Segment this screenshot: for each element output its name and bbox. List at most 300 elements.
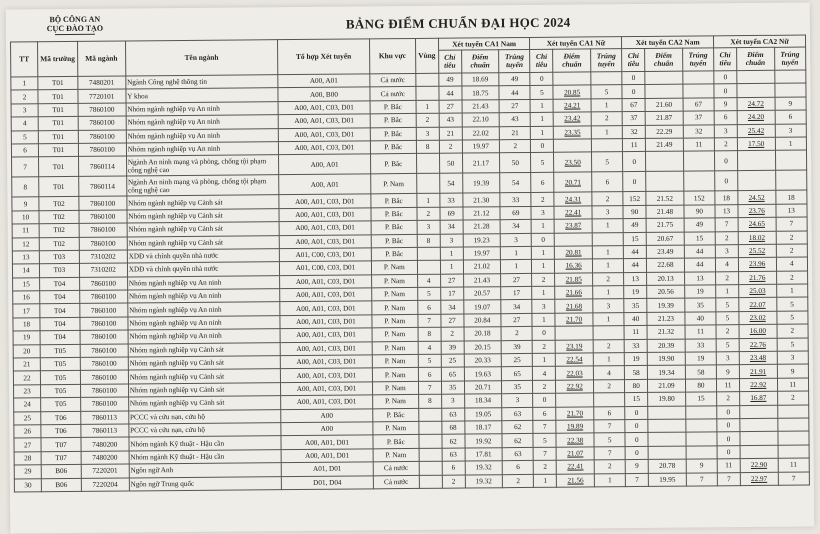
cell-chi-tieu: 35 [441, 381, 464, 395]
cell-chi-tieu: 15 [625, 393, 648, 407]
cell-chi-tieu: 2 [533, 340, 556, 354]
cell-chi-tieu: 44 [624, 245, 647, 259]
cell-ma-nganh: 7860113 [80, 411, 128, 425]
cell-trung-tuyen [591, 72, 622, 86]
cell-ma-truong: T01 [39, 143, 79, 157]
cell-chi-tieu: 6 [531, 173, 554, 193]
cell-diem-chuan: 23.35 [554, 125, 592, 139]
cell-khu-vuc: P. Nam [372, 288, 418, 302]
cell-chi-tieu: 0 [714, 71, 737, 85]
cell-trung-tuyen: 11 [683, 138, 714, 152]
cell-to-hop: A00, A01, C03, D01 [280, 368, 372, 382]
cell-chi-tieu: 1 [531, 126, 554, 140]
cell-trung-tuyen: 63 [502, 447, 533, 461]
group-ca2-nam: Xét tuyển CA2 Nam [622, 36, 714, 49]
cell-diem-chuan: 18.17 [464, 421, 502, 435]
cell-ma-truong: T02 [39, 224, 79, 238]
cell-vung [416, 87, 439, 101]
cell-trung-tuyen: 69 [500, 206, 531, 220]
subcol-chi-tieu: Chỉ tiêu [530, 49, 553, 72]
cell-ma-truong: T01 [38, 76, 78, 90]
col-vung: Vùng [415, 38, 438, 73]
cell-trung-tuyen [686, 446, 717, 460]
cell-to-hop: A00, A01, D01 [281, 449, 373, 463]
cell-tt: 11 [12, 224, 39, 238]
cell-diem-chuan: 19.95 [648, 473, 686, 487]
cell-trung-tuyen: 3 [777, 351, 809, 365]
subcol-diem-chuan: Điểm chuẩn [645, 48, 683, 71]
cell-chi-tieu: 50 [439, 153, 462, 173]
cell-diem-chuan: 24.72 [737, 97, 775, 111]
cell-trung-tuyen: 62 [502, 420, 533, 434]
cell-ma-truong: T01 [38, 130, 78, 144]
cell-tt: 4 [11, 117, 38, 131]
cell-ma-truong: T05 [41, 398, 81, 412]
cell-diem-chuan: 21.43 [463, 273, 501, 287]
subcol-trung-tuyen: Trúng tuyển [499, 49, 530, 72]
cell-ten-nganh: XDĐ và chính quyền nhà nước [127, 249, 279, 264]
cell-chi-tieu: 0 [622, 85, 645, 99]
cell-chi-tieu: 0 [714, 84, 737, 98]
cell-chi-tieu: 0 [623, 172, 646, 192]
cell-chi-tieu: 58 [625, 366, 648, 380]
cell-vung [418, 408, 441, 422]
cell-trung-tuyen [686, 432, 717, 446]
cell-diem-chuan [737, 84, 775, 98]
cell-ten-nganh: Nhóm ngành nghiệp vụ An ninh [126, 101, 278, 116]
cell-chi-tieu: 67 [622, 98, 645, 112]
subcol-diem-chuan: Điểm chuẩn [553, 49, 591, 72]
cell-ma-truong: T02 [39, 197, 79, 211]
cell-vung [416, 73, 439, 87]
cell-ma-truong: T06 [41, 411, 81, 425]
cell-ten-nganh: Nhóm ngành nghiệp vụ Cảnh sát [128, 342, 280, 357]
cell-ma-truong: T02 [39, 237, 79, 251]
cell-diem-chuan: 21.02 [463, 260, 501, 274]
cell-ma-truong: T04 [40, 290, 80, 304]
cell-diem-chuan: 21.76 [739, 271, 777, 285]
cell-chi-tieu: 0 [715, 151, 738, 171]
cell-trung-tuyen: 2 [501, 327, 532, 341]
cell-chi-tieu: 17 [440, 287, 463, 301]
cell-trung-tuyen [683, 151, 714, 171]
cell-khu-vuc: P. Nam [371, 274, 417, 288]
cell-chi-tieu: 1 [532, 286, 555, 300]
cell-to-hop: A00, A01, C03, D01 [279, 208, 371, 222]
cell-to-hop: A00, B00 [278, 87, 370, 101]
cell-chi-tieu: 13 [624, 272, 647, 286]
cell-to-hop: A00 [281, 422, 373, 436]
cell-khu-vuc: P. Bắc [370, 127, 416, 141]
cell-chi-tieu: 1 [716, 285, 739, 299]
cell-ma-nganh: 7720101 [78, 89, 126, 103]
cell-diem-chuan: 20.67 [646, 232, 684, 246]
cell-chi-tieu: 11 [623, 138, 646, 152]
cell-ten-nganh: Ngôn ngữ Trung quốc [129, 476, 281, 491]
cell-ten-nganh: XDĐ và chính quyền nhà nước [127, 262, 279, 277]
cell-chi-tieu: 35 [624, 299, 647, 313]
cell-chi-tieu: 2 [531, 193, 554, 207]
group-ca2-nu: Xét tuyển CA2 Nữ [714, 35, 806, 48]
col-ma-nganh: Mã ngành [77, 41, 125, 76]
cell-tt: 20 [13, 344, 40, 358]
cell-trung-tuyen [774, 70, 806, 84]
cell-to-hop: A00, A01, C03, D01 [280, 301, 372, 315]
cell-chi-tieu: 3 [532, 300, 555, 314]
cell-ten-nganh: Y khoa [126, 88, 278, 103]
cell-trung-tuyen: 1 [776, 284, 808, 298]
cell-diem-chuan [554, 139, 592, 153]
cell-vung: 8 [416, 140, 439, 154]
cell-vung: 2 [417, 207, 440, 221]
cell-trung-tuyen: 44 [684, 245, 715, 259]
cell-diem-chuan: 24.21 [553, 99, 591, 113]
cell-chi-tieu: 2 [716, 271, 739, 285]
cell-chi-tieu: 7 [715, 218, 738, 232]
cell-vung [419, 421, 442, 435]
cell-tt: 12 [12, 237, 39, 251]
cell-trung-tuyen: 2 [777, 324, 809, 338]
cell-chi-tieu: 11 [717, 459, 740, 473]
cell-diem-chuan: 19.92 [465, 434, 503, 448]
cell-chi-tieu: 1 [532, 246, 555, 260]
cell-diem-chuan: 20.78 [648, 459, 686, 473]
cell-trung-tuyen: 90 [684, 205, 715, 219]
cell-chi-tieu: 2 [442, 475, 465, 489]
cell-diem-chuan [740, 405, 778, 419]
cell-chi-tieu: 25 [441, 354, 464, 368]
cell-diem-chuan: 22.41 [557, 460, 595, 474]
cell-tt: 7 [12, 157, 39, 177]
cell-chi-tieu: 5 [716, 311, 739, 325]
cell-diem-chuan: 21.68 [555, 299, 593, 313]
cell-diem-chuan: 20.33 [464, 354, 502, 368]
cell-diem-chuan: 20.39 [647, 339, 685, 353]
cell-ma-nganh: 7860114 [78, 176, 126, 196]
cell-diem-chuan: 20.85 [553, 85, 591, 99]
cell-ma-nganh: 7860100 [79, 196, 127, 210]
subcol-chi-tieu: Chỉ tiêu [438, 50, 461, 73]
cell-trung-tuyen: 4 [593, 366, 624, 380]
cell-tt: 14 [12, 264, 39, 278]
cell-ma-nganh: 7860113 [81, 424, 129, 438]
cell-vung: 6 [418, 368, 441, 382]
cell-trung-tuyen: 80 [685, 379, 716, 393]
cell-trung-tuyen: 3 [502, 394, 533, 408]
cell-chi-tieu: 32 [623, 125, 646, 139]
cell-trung-tuyen: 1 [501, 260, 532, 274]
cell-vung: 2 [416, 113, 439, 127]
cell-chi-tieu: 5 [716, 338, 739, 352]
cell-chi-tieu: 1 [533, 353, 556, 367]
cell-diem-chuan [648, 419, 686, 433]
cell-trung-tuyen [777, 418, 809, 432]
cell-chi-tieu: 49 [623, 219, 646, 233]
cell-diem-chuan: 24.52 [738, 191, 776, 205]
cell-trung-tuyen: 25 [501, 353, 532, 367]
cell-diem-chuan: 23.50 [554, 152, 592, 172]
cell-diem-chuan: 19.39 [647, 299, 685, 313]
cell-diem-chuan: 25.52 [738, 244, 776, 258]
cell-trung-tuyen: 27 [499, 99, 530, 113]
cell-trung-tuyen: 2 [593, 379, 624, 393]
cell-diem-chuan [740, 418, 778, 432]
cell-vung [419, 461, 442, 475]
cell-chi-tieu: 2 [533, 380, 556, 394]
cell-chi-tieu: 33 [440, 193, 463, 207]
cell-diem-chuan: 21.85 [555, 273, 593, 287]
cell-chi-tieu: 152 [623, 192, 646, 206]
cell-vung [417, 247, 440, 261]
cell-diem-chuan: 21.66 [555, 286, 593, 300]
cell-chi-tieu: 34 [440, 220, 463, 234]
cell-chi-tieu: 62 [442, 434, 465, 448]
cell-diem-chuan: 19.39 [462, 173, 500, 193]
cell-tt: 13 [12, 251, 39, 265]
cell-to-hop: A00, A01, C03, D01 [280, 355, 372, 369]
cell-trung-tuyen: 13 [775, 204, 807, 218]
cell-diem-chuan: 21.52 [646, 191, 684, 205]
cell-tt: 27 [14, 438, 41, 452]
cell-trung-tuyen: 3 [500, 233, 531, 247]
cell-diem-chuan: 22.41 [554, 206, 592, 220]
cell-chi-tieu: 11 [624, 326, 647, 340]
cell-ten-nganh: Nhóm ngành nghiệp vụ Cảnh sát [128, 382, 280, 397]
cell-diem-chuan: 21.28 [463, 220, 501, 234]
cell-ma-truong: T06 [41, 424, 81, 438]
cell-ten-nganh: Ngành Công nghệ thông tin [126, 75, 278, 90]
cell-diem-chuan: 23.76 [738, 204, 776, 218]
cell-chi-tieu: 0 [625, 446, 648, 460]
cell-ma-nganh: 7310202 [79, 250, 127, 264]
cell-trung-tuyen [778, 445, 810, 459]
cell-vung [419, 448, 442, 462]
cell-diem-chuan: 20.71 [464, 381, 502, 395]
cell-trung-tuyen: 49 [684, 218, 715, 232]
cell-diem-chuan: 19.80 [648, 392, 686, 406]
cell-chi-tieu: 1 [440, 260, 463, 274]
cell-khu-vuc: P. Bắc [371, 247, 417, 261]
cell-ten-nganh: Nhóm ngành nghiệp vụ Cảnh sát [127, 195, 279, 210]
cell-trung-tuyen: 49 [499, 72, 530, 86]
cell-ma-truong: T01 [38, 117, 78, 131]
cell-khu-vuc: Cả nước [373, 462, 419, 476]
cell-trung-tuyen: 1 [593, 353, 624, 367]
cell-trung-tuyen: 27 [501, 273, 532, 287]
cell-trung-tuyen: 34 [500, 220, 531, 234]
cell-vung: 8 [418, 394, 441, 408]
cell-vung: 8 [418, 327, 441, 341]
cell-trung-tuyen: 1 [592, 219, 623, 233]
cell-trung-tuyen: 1 [591, 125, 622, 139]
cell-diem-chuan: 21.23 [647, 312, 685, 326]
cell-diem-chuan: 16.36 [555, 259, 593, 273]
cell-trung-tuyen [777, 431, 809, 445]
cell-chi-tieu: 1 [532, 219, 555, 233]
cell-ma-nganh: 7860100 [80, 330, 128, 344]
cell-chi-tieu: 1 [532, 260, 555, 274]
cell-trung-tuyen: 2 [593, 339, 624, 353]
cell-trung-tuyen [592, 232, 623, 246]
cell-chi-tieu: 13 [715, 204, 738, 218]
cell-diem-chuan: 18.34 [464, 394, 502, 408]
cell-trung-tuyen: 34 [501, 300, 532, 314]
cell-chi-tieu: 43 [439, 113, 462, 127]
cell-chi-tieu: 3 [715, 245, 738, 259]
cell-diem-chuan [553, 72, 591, 86]
cell-ma-nganh: 7860100 [80, 384, 128, 398]
cell-khu-vuc: P. Nam [372, 368, 418, 382]
cell-trung-tuyen: 39 [501, 340, 532, 354]
cell-chi-tieu: 9 [716, 365, 739, 379]
cell-tt: 15 [13, 277, 40, 291]
cell-trung-tuyen: 6 [502, 461, 533, 475]
cell-trung-tuyen: 58 [685, 365, 716, 379]
cell-ma-truong: T05 [40, 371, 80, 385]
admission-score-table [10, 35, 810, 493]
cell-diem-chuan: 21.17 [462, 153, 500, 173]
cell-trung-tuyen: 6 [775, 110, 807, 124]
cell-khu-vuc: P. Bắc [373, 408, 419, 422]
cell-chi-tieu: 80 [625, 379, 648, 393]
cell-trung-tuyen: 50 [500, 153, 531, 173]
cell-chi-tieu: 44 [624, 259, 647, 273]
cell-vung [417, 261, 440, 275]
cell-trung-tuyen: 7 [778, 472, 810, 486]
cell-diem-chuan [645, 71, 683, 85]
cell-trung-tuyen: 1 [592, 259, 623, 273]
cell-diem-chuan: 22.07 [739, 298, 777, 312]
cell-to-hop: A00, A01, C03, D01 [278, 127, 370, 141]
cell-chi-tieu: 21 [439, 127, 462, 141]
cell-chi-tieu: 6 [714, 111, 737, 125]
cell-vung: 5 [418, 354, 441, 368]
cell-trung-tuyen: 2 [592, 272, 623, 286]
cell-khu-vuc: P. Nam [372, 328, 418, 342]
cell-ten-nganh: Nhóm ngành nghiệp vụ An ninh [127, 289, 279, 304]
cell-tt: 21 [13, 358, 40, 372]
cell-diem-chuan: 25.42 [737, 124, 775, 138]
cell-tt: 22 [13, 371, 40, 385]
cell-diem-chuan: 20.81 [555, 246, 593, 260]
cell-to-hop: A00, A01, C03, D01 [281, 382, 373, 396]
cell-trung-tuyen [775, 150, 807, 170]
cell-tt: 29 [14, 465, 41, 479]
cell-trung-tuyen: 17 [501, 287, 532, 301]
cell-trung-tuyen: 6 [594, 406, 625, 420]
cell-diem-chuan: 23.19 [556, 340, 594, 354]
cell-diem-chuan: 20.56 [647, 285, 685, 299]
cell-ma-nganh: 7860100 [80, 344, 128, 358]
cell-vung: 3 [416, 127, 439, 141]
cell-tt: 10 [12, 210, 39, 224]
cell-chi-tieu: 49 [438, 73, 461, 87]
cell-diem-chuan: 19.05 [464, 407, 502, 421]
issuing-agency [30, 15, 120, 36]
cell-chi-tieu: 34 [440, 301, 463, 315]
cell-to-hop: A00, A01, C03, D01 [280, 288, 372, 302]
cell-trung-tuyen: 2 [776, 271, 808, 285]
cell-diem-chuan: 16.00 [739, 325, 777, 339]
cell-diem-chuan: 19.89 [556, 420, 594, 434]
cell-chi-tieu: 40 [624, 312, 647, 326]
cell-trung-tuyen: 5 [591, 85, 622, 99]
cell-khu-vuc: P. Nam [372, 381, 418, 395]
cell-trung-tuyen: 5 [776, 297, 808, 311]
cell-khu-vuc: P. Bắc [370, 114, 416, 128]
cell-trung-tuyen [591, 139, 622, 153]
cell-chi-tieu: 0 [717, 432, 740, 446]
cell-to-hop: A00, A01, C03, D01 [280, 315, 372, 329]
cell-ten-nganh: PCCC và cứu nạn, cứu hộ [128, 409, 280, 424]
subcol-chi-tieu: Chỉ tiêu [714, 48, 737, 71]
cell-tt: 26 [14, 425, 41, 439]
cell-diem-chuan: 22.97 [740, 472, 778, 486]
cell-diem-chuan [556, 393, 594, 407]
cell-ma-truong: T04 [40, 304, 80, 318]
cell-chi-tieu: 5 [716, 298, 739, 312]
cell-khu-vuc: P. Nam [373, 448, 419, 462]
cell-chi-tieu: 18 [715, 191, 738, 205]
cell-to-hop: A00, A01, D01 [281, 435, 373, 449]
cell-diem-chuan [737, 70, 775, 84]
cell-chi-tieu: 7 [717, 472, 740, 486]
cell-diem-chuan: 21.07 [556, 447, 594, 461]
cell-trung-tuyen: 43 [499, 113, 530, 127]
cell-diem-chuan: 21.75 [646, 218, 684, 232]
cell-chi-tieu: 5 [530, 86, 553, 100]
cell-diem-chuan: 19.90 [647, 352, 685, 366]
cell-to-hop: A00, A01, C03, D01 [279, 221, 371, 235]
cell-vung: 1 [416, 100, 439, 114]
cell-diem-chuan: 19.07 [463, 300, 501, 314]
cell-to-hop: A01, C00, C03, D01 [279, 248, 371, 262]
cell-trung-tuyen: 1 [500, 246, 531, 260]
cell-ma-truong: T01 [39, 177, 79, 197]
col-ma-truong: Mã trường [38, 41, 78, 76]
cell-trung-tuyen: 1 [775, 137, 807, 151]
cell-chi-tieu: 1 [532, 313, 555, 327]
cell-ma-nganh: 7860100 [80, 370, 128, 384]
cell-ma-truong: T05 [41, 384, 81, 398]
group-ca1-nu: Xét tuyển CA1 Nữ [530, 37, 622, 50]
cell-trung-tuyen [774, 83, 806, 97]
cell-chi-tieu: 6 [442, 461, 465, 475]
cell-chi-tieu: 63 [442, 448, 465, 462]
cell-ten-nganh: Nhóm ngành Kỹ thuật - Hậu cần [129, 449, 281, 464]
cell-to-hop: A00, A01, C03, D01 [280, 328, 372, 342]
cell-to-hop: A00, A01 [278, 74, 370, 88]
cell-to-hop: A00, A01 [279, 154, 371, 175]
cell-diem-chuan: 22.10 [462, 113, 500, 127]
cell-ma-nganh: 7860100 [80, 317, 128, 331]
cell-chi-tieu: 7 [626, 473, 649, 487]
cell-tt: 24 [14, 398, 41, 412]
cell-ma-nganh: 7480200 [81, 437, 129, 451]
cell-trung-tuyen: 44 [499, 86, 530, 100]
cell-diem-chuan: 23.48 [739, 351, 777, 365]
cell-chi-tieu: 1 [534, 474, 557, 488]
cell-diem-chuan: 18.02 [738, 231, 776, 245]
cell-trung-tuyen: 35 [685, 298, 716, 312]
cell-ma-nganh: 7860100 [80, 357, 128, 371]
cell-diem-chuan: 20.13 [647, 272, 685, 286]
cell-tt: 23 [14, 385, 41, 399]
cell-khu-vuc: Cả nước [370, 87, 416, 101]
cell-chi-tieu: 69 [440, 207, 463, 221]
cell-ma-truong: T07 [41, 438, 81, 452]
cell-chi-tieu: 27 [441, 314, 464, 328]
